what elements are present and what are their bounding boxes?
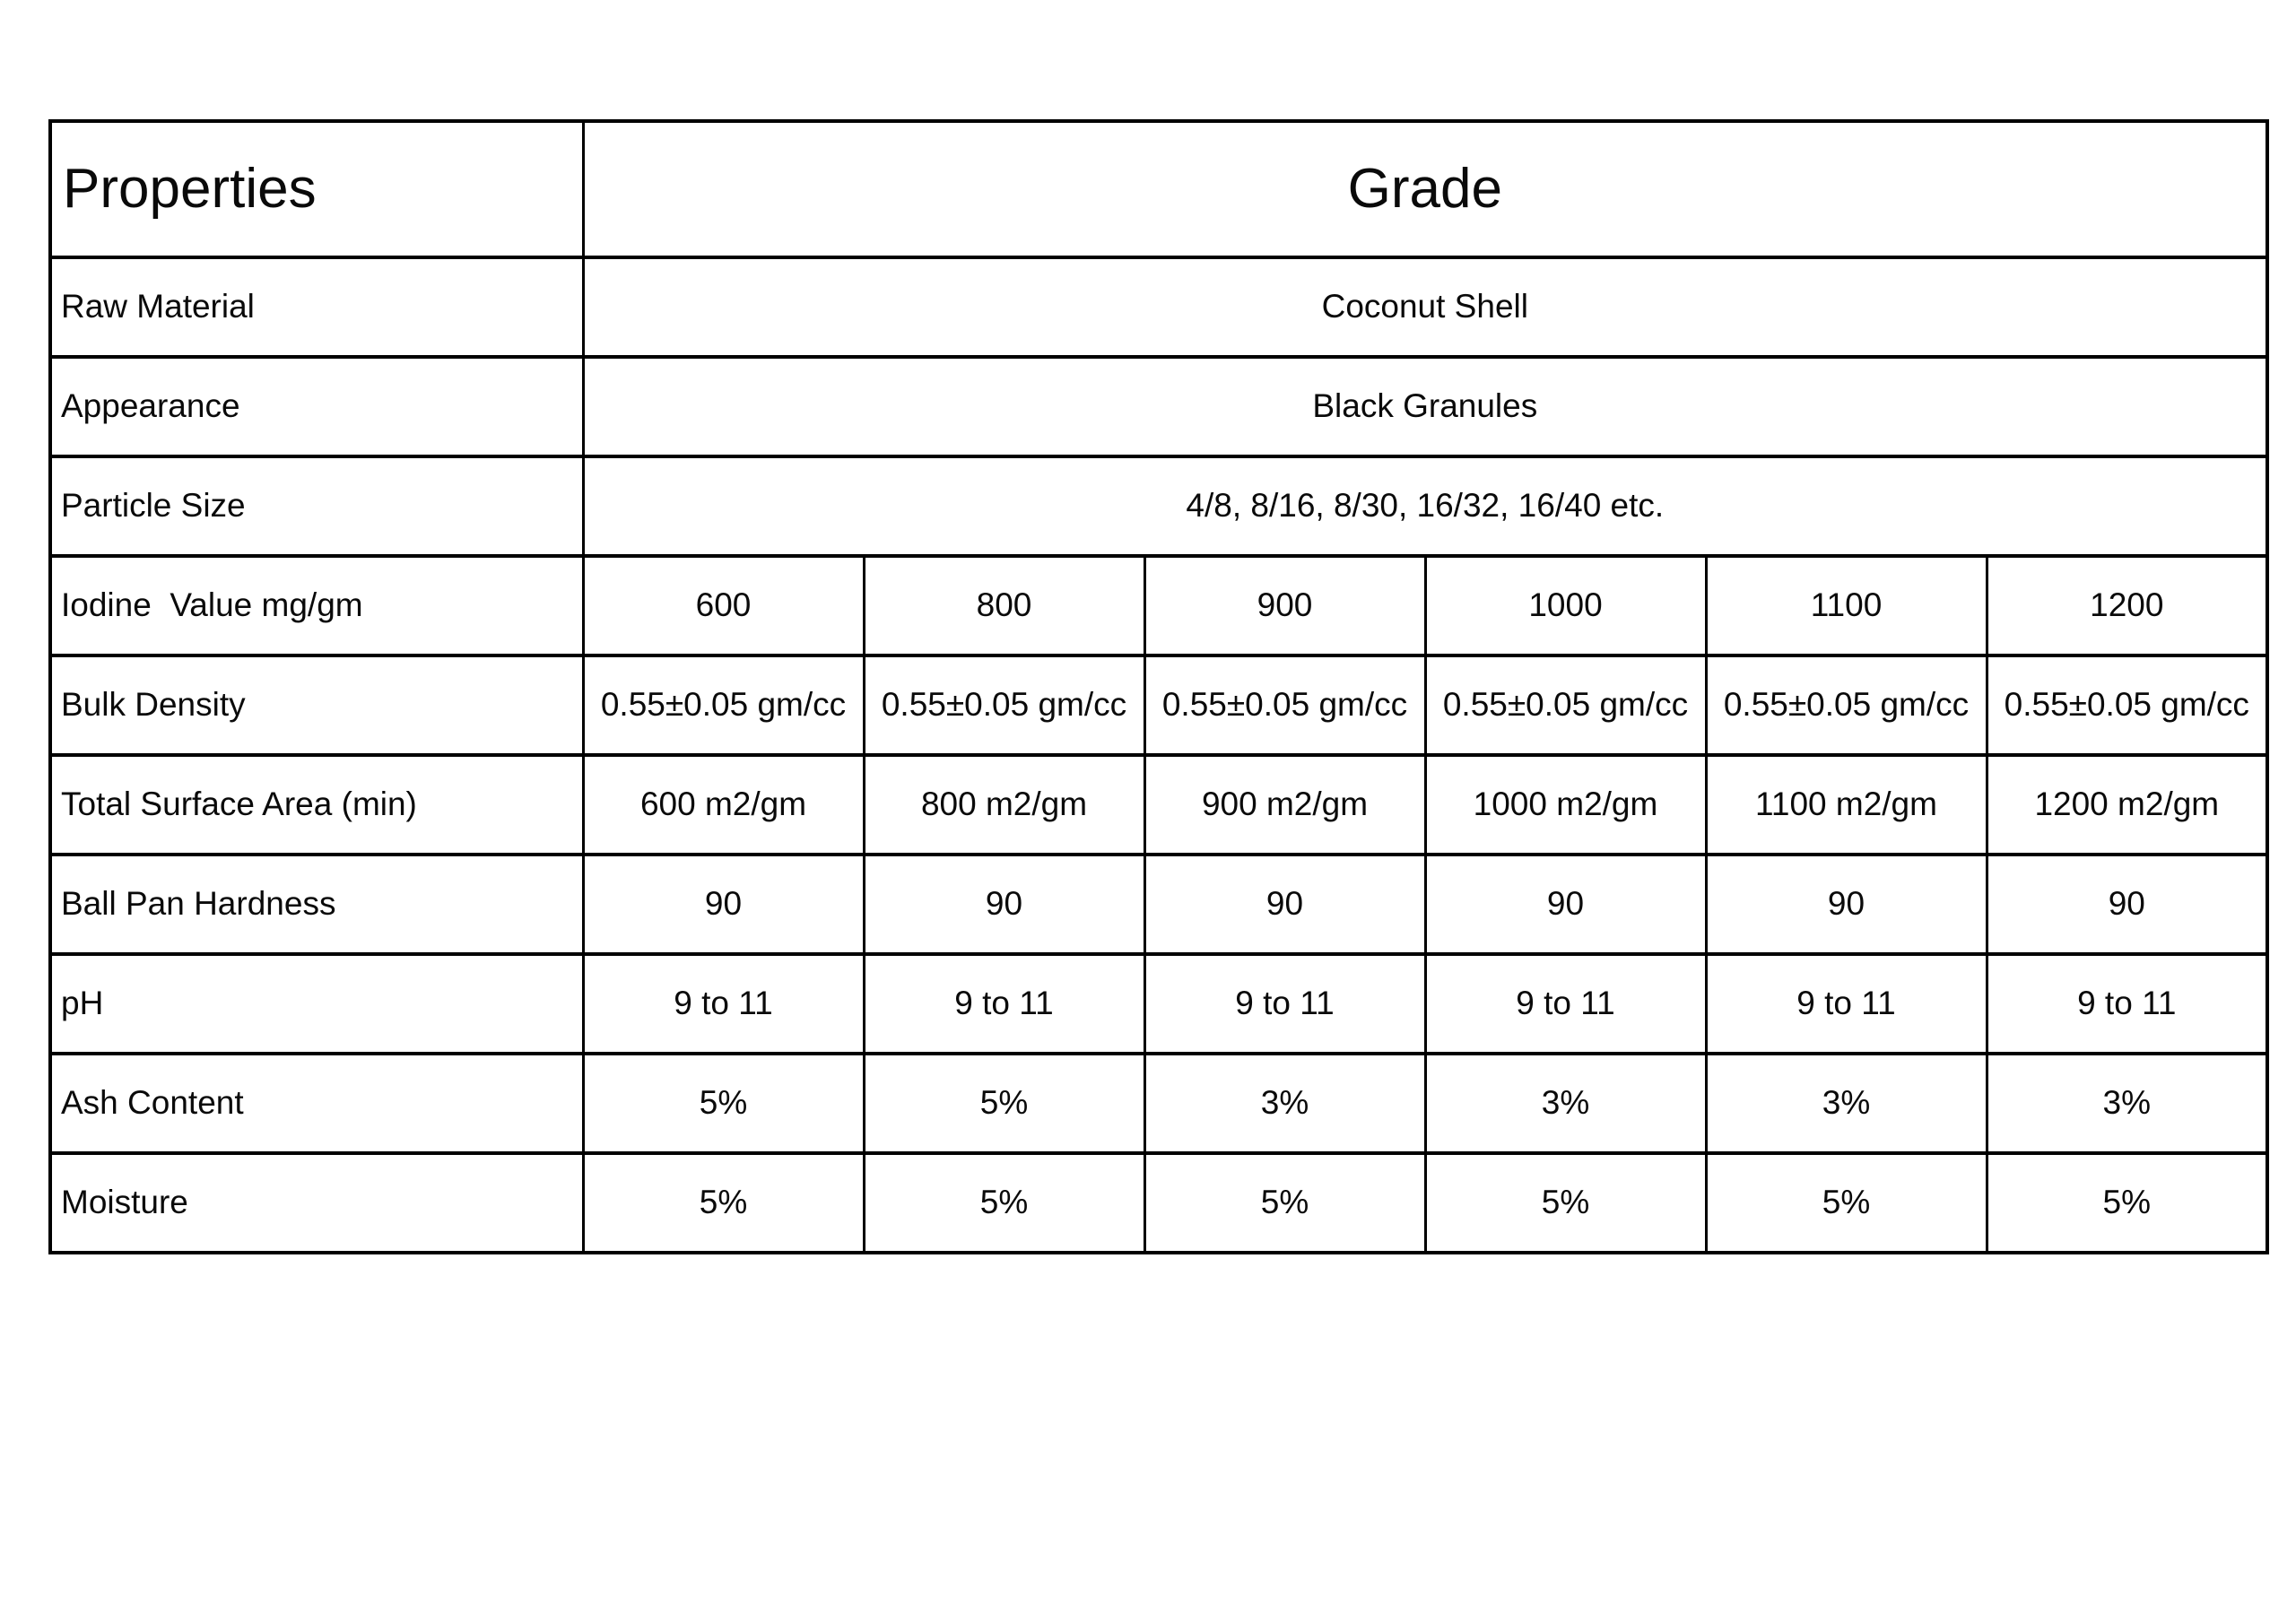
row-label-iodine-value: Iodine Value mg/gm xyxy=(50,556,583,655)
cell-ph-grade-600: 9 to 11 xyxy=(583,954,864,1054)
cell-hardness-grade-900: 90 xyxy=(1144,855,1425,954)
row-label-ph: pH xyxy=(50,954,583,1054)
row-bulk-density xyxy=(50,655,2267,755)
cell-moisture-grade-800: 5% xyxy=(864,1153,1144,1253)
cell-ash-grade-1200: 3% xyxy=(1987,1054,2267,1153)
row-total-surface-area xyxy=(50,755,2267,855)
row-label-moisture: Moisture xyxy=(50,1153,583,1253)
cell-surface-area-grade-1100: 1100 m2/gm xyxy=(1706,755,1987,855)
cell-ph-grade-1100: 9 to 11 xyxy=(1706,954,1987,1054)
cell-ash-grade-1100: 3% xyxy=(1706,1054,1987,1153)
cell-surface-area-grade-1000: 1000 m2/gm xyxy=(1425,755,1706,855)
cell-iodine-grade-1100: 1100 xyxy=(1706,556,1987,655)
cell-ash-grade-600: 5% xyxy=(583,1054,864,1153)
row-label-bulk-density: Bulk Density xyxy=(50,655,583,755)
cell-moisture-grade-1200: 5% xyxy=(1987,1153,2267,1253)
cell-moisture-grade-1100: 5% xyxy=(1706,1153,1987,1253)
cell-iodine-grade-600: 600 xyxy=(583,556,864,655)
cell-particle-size-value: 4/8, 8/16, 8/30, 16/32, 16/40 etc. xyxy=(583,456,2267,556)
row-ash-content xyxy=(50,1054,2267,1153)
cell-ph-grade-800: 9 to 11 xyxy=(864,954,1144,1054)
row-label-ash-content: Ash Content xyxy=(50,1054,583,1153)
table-header-row xyxy=(50,121,2267,257)
cell-ph-grade-1000: 9 to 11 xyxy=(1425,954,1706,1054)
cell-ash-grade-800: 5% xyxy=(864,1054,1144,1153)
cell-iodine-grade-1000: 1000 xyxy=(1425,556,1706,655)
cell-moisture-grade-1000: 5% xyxy=(1425,1153,1706,1253)
row-ph xyxy=(50,954,2267,1054)
properties-column-header: Properties xyxy=(50,121,583,257)
row-label-ball-pan-hardness: Ball Pan Hardness xyxy=(50,855,583,954)
cell-hardness-grade-1000: 90 xyxy=(1425,855,1706,954)
row-label-appearance: Appearance xyxy=(50,357,583,456)
cell-raw-material-value: Coconut Shell xyxy=(583,257,2267,357)
grade-column-header: Grade xyxy=(583,121,2267,257)
row-label-total-surface-area: Total Surface Area (min) xyxy=(50,755,583,855)
cell-bulk-density-grade-1000: 0.55±0.05 gm/cc xyxy=(1425,655,1706,755)
cell-appearance-value: Black Granules xyxy=(583,357,2267,456)
row-label-particle-size: Particle Size xyxy=(50,456,583,556)
cell-hardness-grade-600: 90 xyxy=(583,855,864,954)
row-moisture xyxy=(50,1153,2267,1253)
cell-hardness-grade-1100: 90 xyxy=(1706,855,1987,954)
cell-bulk-density-grade-600: 0.55±0.05 gm/cc xyxy=(583,655,864,755)
cell-iodine-grade-1200: 1200 xyxy=(1987,556,2267,655)
row-label-raw-material: Raw Material xyxy=(50,257,583,357)
cell-bulk-density-grade-1100: 0.55±0.05 gm/cc xyxy=(1706,655,1987,755)
row-particle-size xyxy=(50,456,2267,556)
cell-bulk-density-grade-900: 0.55±0.05 gm/cc xyxy=(1144,655,1425,755)
row-appearance xyxy=(50,357,2267,456)
row-ball-pan-hardness xyxy=(50,855,2267,954)
cell-surface-area-grade-800: 800 m2/gm xyxy=(864,755,1144,855)
grade-specifications-table xyxy=(48,119,2269,1254)
cell-bulk-density-grade-1200: 0.55±0.05 gm/cc xyxy=(1987,655,2267,755)
cell-hardness-grade-800: 90 xyxy=(864,855,1144,954)
cell-ash-grade-900: 3% xyxy=(1144,1054,1425,1153)
cell-moisture-grade-900: 5% xyxy=(1144,1153,1425,1253)
cell-ash-grade-1000: 3% xyxy=(1425,1054,1706,1153)
cell-moisture-grade-600: 5% xyxy=(583,1153,864,1253)
cell-bulk-density-grade-800: 0.55±0.05 gm/cc xyxy=(864,655,1144,755)
cell-surface-area-grade-600: 600 m2/gm xyxy=(583,755,864,855)
row-iodine-value xyxy=(50,556,2267,655)
cell-hardness-grade-1200: 90 xyxy=(1987,855,2267,954)
cell-iodine-grade-900: 900 xyxy=(1144,556,1425,655)
cell-surface-area-grade-1200: 1200 m2/gm xyxy=(1987,755,2267,855)
row-raw-material xyxy=(50,257,2267,357)
cell-ph-grade-1200: 9 to 11 xyxy=(1987,954,2267,1054)
cell-surface-area-grade-900: 900 m2/gm xyxy=(1144,755,1425,855)
cell-iodine-grade-800: 800 xyxy=(864,556,1144,655)
cell-ph-grade-900: 9 to 11 xyxy=(1144,954,1425,1054)
